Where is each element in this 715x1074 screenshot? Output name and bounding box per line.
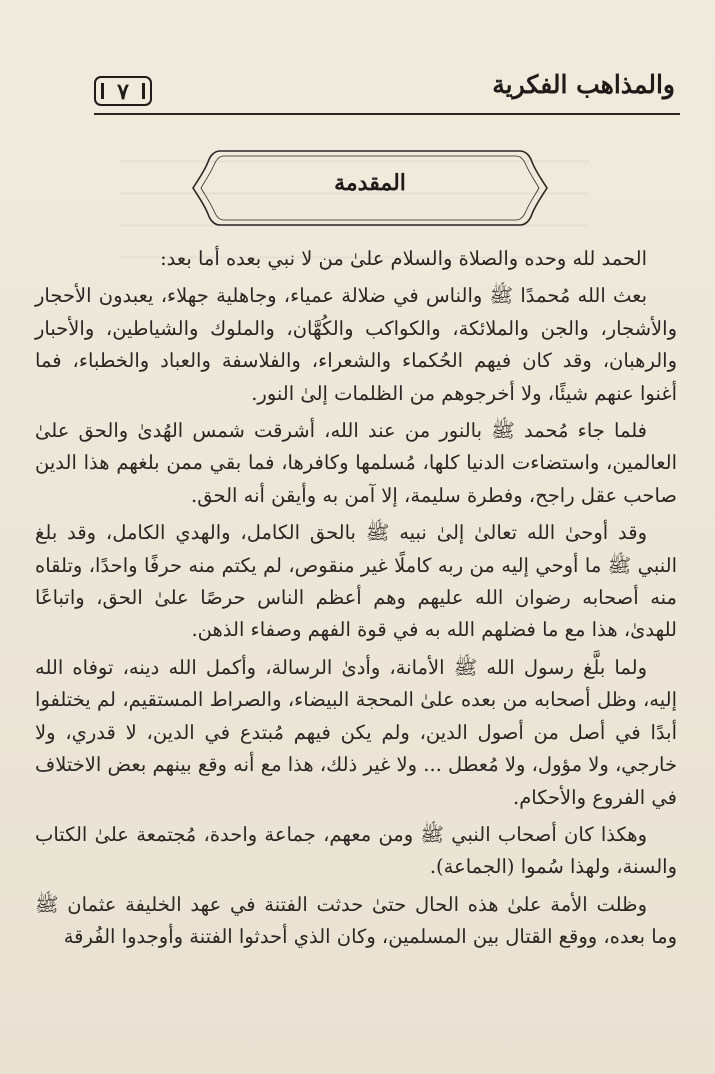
page-number: ٧: [117, 79, 129, 105]
paragraph: فلما جاء مُحمد ﷺ بالنور من عند الله، أشرقت شمس الهُدىٰ والحق علىٰ العالمين، واستضاءت الدنيا كلها، مُسلمها وكافرها، فما بقي ممن بلغهم هذا الدين صاحب عقل راجح، وفطرة سليمة، إلا آمن به وأيقن أنه الحق.: [35, 419, 677, 507]
running-header-title: والمذاهب الفكرية: [492, 70, 675, 99]
body-text: [35, 243, 677, 959]
paragraph: بعث الله مُحمدًا ﷺ والناس في ضلالة عمياء، وجاهلية جهلاء، يعبدون الأحجار والأشجار، والجن والملائكة، والكواكب والكُهَّان، والملوك والشياطين، والأحبار والرهبان، وقد كان فيهم الحُكماء والشعراء، والفلاسفة والعباد والخطباء، فما أغنوا عنهم شيئًا، ولا أخرجوهم من الظلمات إلىٰ النور.: [35, 284, 677, 405]
page-number-frame: [94, 76, 152, 106]
paragraph: ولما بلَّغ رسول الله ﷺ الأمانة، وأدىٰ الرسالة، وأكمل الله دينه، توفاه الله إليه، وظل أصحابه من بعده علىٰ المحجة البيضاء، والصراط المستقيم، لم يختلفوا أبدًا في أصل من أصول الدين، ولم يكن فيهم مُبتدع في الدين، لا قدري، ولا خارجي، ولا مؤول، ولا مُعطل ... ولا غير ذلك، هذا مع أنه وقع بينهم بعض الاختلاف في الفروع والأحكام.: [35, 655, 677, 809]
paragraph: وظلت الأمة علىٰ هذه الحال حتىٰ حدثت الفتنة في عهد الخليفة عثمان ﷺ وما بعده، ووقع القتال بين المسلمين، وكان الذي أحدثوا الفتنة وأوجدوا الفُرقة: [35, 892, 677, 949]
header-rule: [94, 113, 680, 115]
chapter-cartouche: [190, 148, 550, 228]
paragraph: وهكذا كان أصحاب النبي ﷺ ومن معهم، جماعة واحدة، مُجتمعة علىٰ الكتاب والسنة، ولهذا سُموا (الجماعة).: [35, 822, 677, 879]
paragraph-opening: الحمد لله وحده والصلاة والسلام علىٰ من لا نبي بعده أما بعد:: [160, 247, 647, 270]
chapter-title: المقدمة: [334, 170, 406, 196]
paragraph: وقد أوحىٰ الله تعالىٰ إلىٰ نبيه ﷺ بالحق الكامل، والهدي الكامل، وقد بلغ النبي ﷺ ما أوحي إليه من ربه كاملًا غير منقوص، لم يكتم منه حرفًا واحدًا، وتلقاه منه أصحابه رضوان الله عليهم وهم أعظم الناس حرصًا علىٰ الحق، واتباعًا للهدىٰ، هذا مع ما فضلهم الله به في قوة الفهم وصفاء الذهن.: [35, 521, 677, 642]
